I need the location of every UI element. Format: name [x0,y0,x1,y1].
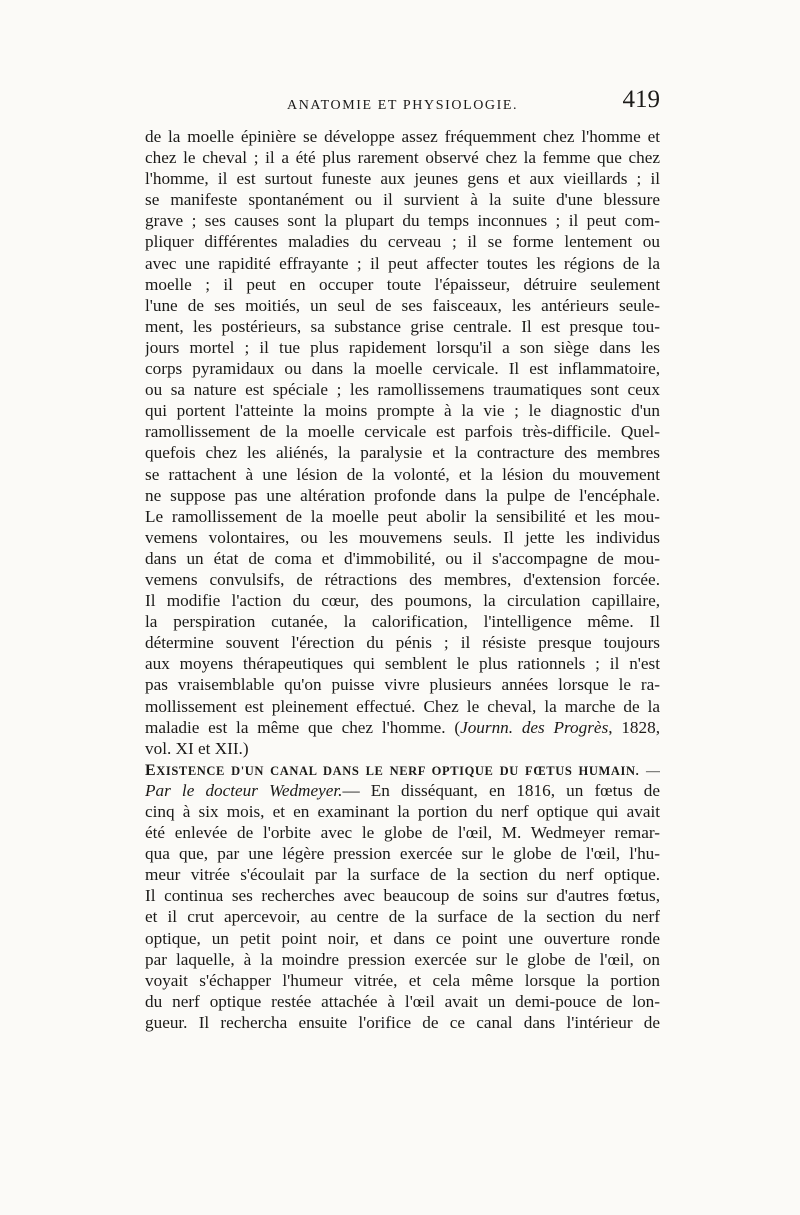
journal-citation: Journn. des Progrès [460,717,609,737]
text-line: mollissement est pleinement effectué. Chez le cheval, la marche de la [145,696,660,716]
text-line: par laquelle, à la moindre pression exercée sur le globe de l'œil, on [145,949,660,969]
text-line: vol. XI et XII.) [145,738,249,758]
text-line: dans un état de coma et d'immobilité, ou il s'accompagne de mou- [145,548,660,568]
text-line: la perspiration cutanée, la calorification, l'intelligence même. Il [145,612,660,632]
body-text [145,126,660,1033]
heading-initial: E [145,761,157,779]
text-line: l'une de ses moitiés, un seul de ses faisceaux, les antérieurs seule- [145,295,660,315]
text-line: ne suppose pas une altération profonde dans la pulpe de l'encéphale. [145,485,660,505]
text-line: jours mortel ; il tue plus rapidement lorsqu'il a son siège dans les [145,337,660,357]
text-line: Par le docteur Wedmeyer.— En disséquant, en 1816, un fœtus de [145,780,660,800]
paragraph-softening-spinal-cord [145,126,660,738]
text-line: avec une rapidité effrayante ; il peut affecter toutes les régions de la [145,253,660,273]
text-line: pas vraisemblable qu'on puisse vivre plusieurs années lorsque le ra- [145,675,660,695]
text-line: vemens convulsifs, de rétractions des membres, d'extension forcée. [145,569,660,589]
text-line: et il crut apercevoir, au centre de la surface de la section du nerf [145,907,660,927]
page-number: 419 [622,86,660,113]
author-credit: Par le docteur Wedmeyer. [145,780,343,800]
text-line: Le ramollissement de la moelle peut abolir la sensibilité et les mou- [145,506,660,526]
text-line: se manifeste spontanément ou il survient à la suite d'une blessure [145,190,660,210]
text-line: l'homme, il est surtout funeste aux jeunes gens et aux vieillards ; il [145,169,660,189]
text-line: ment, les postérieurs, sa substance grise centrale. Il est presque tou- [145,316,660,336]
text-line: grave ; ses causes sont la plupart du temps inconnues ; il peut com- [145,211,660,231]
text-line: quefois chez les aliénés, la paralysie et la contracture des membres [145,443,660,463]
paragraph-optic-nerve-canal [145,801,660,1033]
text-line: optique, un petit point noir, et dans ce point une ouverture ronde [145,928,660,948]
text-line: ou sa nature est spéciale ; les ramollissemens traumatiques sont ceux [145,380,660,400]
text-line: moelle ; il peut en occuper toute l'épaisseur, détruire seulement [145,274,660,294]
text-line: qua que, par une légère pression exercée sur le globe de l'œil, l'hu- [145,844,660,864]
text-line: se rattachent à une lésion de la volonté, et la lésion du mouvement [145,464,660,484]
text-line: détermine souvent l'érection du pénis ; il résiste presque toujours [145,633,660,653]
text-line: aux moyens thérapeutiques qui semblent le plus rationnels ; il n'est [145,654,660,674]
text-line: meur vitrée s'écoulait par la surface de la section du nerf optique. [145,865,660,885]
running-head [145,86,660,120]
text-line: été enlevée de l'orbite avec le globe de l'œil, M. Wedmeyer remar- [145,823,660,843]
text-line: Il modifie l'action du cœur, des poumons, la circulation capillaire, [145,591,660,611]
section-heading-line [145,759,660,780]
text-line: de la moelle épinière se développe assez fréquemment chez l'homme et [145,127,660,146]
text-line: qui portent l'atteinte la moins prompte à la vie ; le diagnostic d'un [145,401,660,421]
text-line: pliquer différentes maladies du cerveau ; il se forme lentement ou [145,232,660,252]
text-line: cinq à six mois, et en examinant la portion du nerf optique qui avait [145,802,660,821]
heading-dash: — [646,763,660,779]
running-title: ANATOMIE ET PHYSIOLOGIE. [287,98,519,113]
section-heading: XISTENCE D'UN CANAL DANS LE NERF OPTIQUE DU FŒTUS HUMAIN. [156,763,640,778]
text-line: gueur. Il rechercha ensuite l'orifice de ce canal dans l'intérieur de [145,1012,660,1032]
text-line: vemens volontaires, ou les mouvemens seuls. Il jette les individus [145,527,660,547]
text-line: du nerf optique restée attachée à l'œil avait un demi-pouce de lon- [145,991,660,1011]
text-line: maladie est la même que chez l'homme. (Journn. des Progrès, 1828, [145,717,660,737]
text-line: ramollissement de la moelle cervicale est parfois très-difficile. Quel- [145,422,660,442]
text-line: Il continua ses recherches avec beaucoup de soins sur d'autres fœtus, [145,886,660,906]
text-line: chez le cheval ; il a été plus rarement observé chez la femme que chez [145,148,660,168]
text-line: voyait s'échapper l'humeur vitrée, et cela même lorsque la portion [145,970,660,990]
text-line: corps pyramidaux ou dans la moelle cervicale. Il est inflammatoire, [145,359,660,379]
